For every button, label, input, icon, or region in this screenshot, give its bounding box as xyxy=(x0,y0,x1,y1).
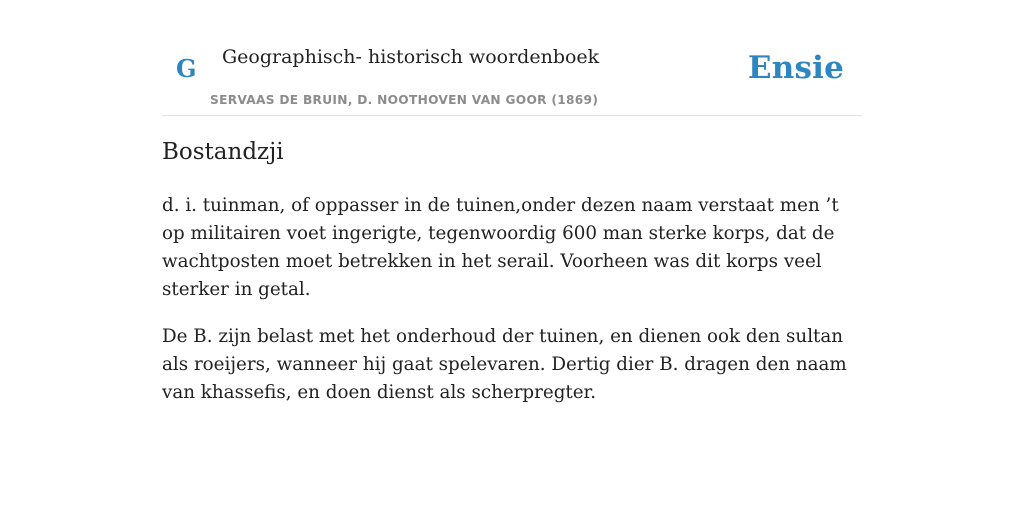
entry-title: Bostandzji xyxy=(162,139,284,165)
book-header xyxy=(162,36,862,116)
book-logo-link[interactable]: G xyxy=(176,54,197,83)
entry-paragraph: d. i. tuinman, of oppasser in de tuinen,onder dezen naam verstaat men ’t op militairen voet ingerigte, tegenwoordig 600 man sterke korps, dat de wachtposten moet betrekken in het serail. Voorheen was dit korps veel sterker in getal. xyxy=(162,195,839,300)
book-authors: SERVAAS DE BRUIN, D. NOOTHOVEN VAN GOOR (1869) xyxy=(210,93,599,107)
site-logo-link[interactable]: Ensie xyxy=(747,50,844,86)
entry-body xyxy=(162,192,862,426)
book-title[interactable]: Geographisch- historisch woordenboek xyxy=(222,46,600,68)
entry-paragraph: De B. zijn belast met het onderhoud der tuinen, en dienen ook den sultan als roeijers, wanneer hij gaat spelevaren. Dertig dier B. dragen den naam van khassefis, en doen dienst als scherpregter. xyxy=(162,326,847,403)
